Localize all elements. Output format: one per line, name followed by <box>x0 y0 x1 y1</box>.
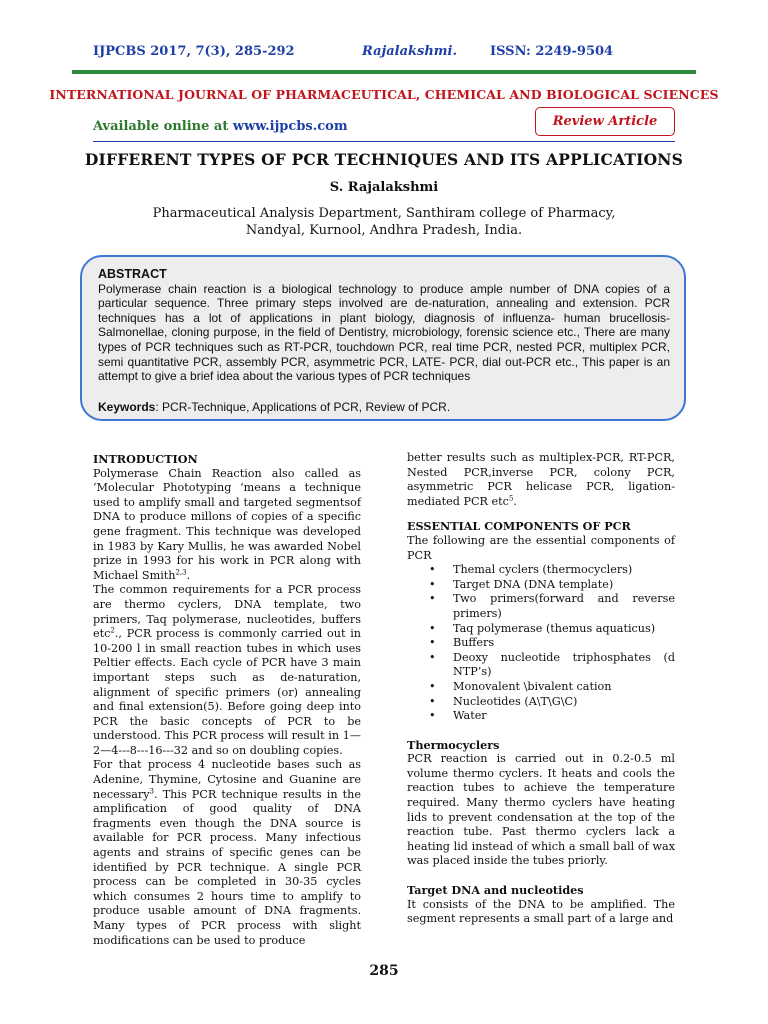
section-heading-thermocyclers: Thermocyclers <box>407 737 500 752</box>
section-heading-target-dna: Target DNA and nucleotides <box>407 883 584 898</box>
affiliation-line: Pharmaceutical Analysis Department, Santhiram college of Pharmacy, <box>152 206 616 221</box>
list-item: • Water <box>407 709 675 724</box>
paragraph: PCR reaction is carried out in 0.2-0.5 ml volume thermo cyclers. It heats and cools the reaction tubes to achieve the temperature required. Many thermo cyclers have heating lids to prevent condensation at the top of the reaction tube. Past thermo cyclers lack a heating lid instead of which a small ball of wax was placed inside the tubes priorly. <box>407 752 675 868</box>
affiliation-line: Nandyal, Kurnool, Andhra Pradesh, India. <box>245 223 523 238</box>
paragraph: For that process 4 nucleotide bases such as Adenine, Thymine, Cytosine and Guanine are necessary$^3$. This PCR technique results in the amplification of good quality of DNA fragments even though the DNA source is available for PCR process. Many infectious agents and strains of specific genes can be identified by PCR technique. A single PCR process can be completed in 30-35 cycles which consumes 2 hours time to amplify to produce usable amount of DNA fragments. Many types of PCR process with slight modifications can be used to produce <box>93 758 361 947</box>
citation-superscript: 5 <box>508 494 514 503</box>
list-item: • Themal cyclers (thermocyclers) <box>407 563 675 578</box>
right-column <box>407 451 675 927</box>
page-number: 285 <box>369 963 399 979</box>
keywords-label: Keywords <box>98 399 156 414</box>
components-list <box>407 563 675 724</box>
header-rule <box>72 70 696 74</box>
list-item: • Buffers <box>407 636 675 651</box>
article-type-label: Review Article <box>552 114 658 129</box>
list-item: • Nucleotides (A\T\G\C) <box>407 695 675 710</box>
paragraph: It consists of the DNA to be amplified. The segment represents a small part of a large and <box>407 897 675 926</box>
paragraph: Polymerase Chain Reaction also called as ‘Molecular Phototyping ‘means a technique used to amplify small and targeted segmentsof DNA to produce millons of copies of a specific gene fragment. This technique was developed in 1983 by Kary Mullis, he was awarded Nobel prize in 1993 for his work in PCR along with Michael Smith$^{2,3}$. <box>93 466 361 582</box>
paragraph: better results such as multiplex-PCR, RT-PCR, Nested PCR,inverse PCR, colony PCR, asymmetric PCR helicase PCR, ligation-mediated PCR etc$^5$. <box>407 451 675 508</box>
article-title: DIFFERENT TYPES OF PCR TECHNIQUES AND ITS APPLICATIONS <box>84 150 684 169</box>
abstract-box <box>80 255 686 421</box>
keywords <box>98 400 670 415</box>
title-rule <box>93 141 675 142</box>
list-item: • Monovalent \bivalent cation <box>407 680 675 695</box>
list-item: • Taq polymerase (themus aquaticus) <box>407 622 675 637</box>
author-name: S. Rajalakshmi <box>329 180 439 195</box>
keywords-text: : PCR-Technique, Applications of PCR, Review of PCR. <box>155 399 451 414</box>
available-prefix: Available online at <box>93 119 233 134</box>
citation-superscript: 3 <box>149 786 155 795</box>
available-online <box>93 119 348 134</box>
article-type-badge <box>535 107 675 136</box>
list-item: • Target DNA (DNA template) <box>407 578 675 593</box>
abstract-text: Polymerase chain reaction is a biological technology to produce ample number of DNA copies of a particular sequence. Three primary steps involved are de-naturation, annealing and extension. PCR techniques has a lot of applications in plant biology, diagnosis of influenza- human brucellosis- Salmonellae, cloning purpose, in the field of Dentistry, microbiology, forensic science etc., There are many types of PCR techniques such as RT-PCR, touchdown PCR, real time PCR, nested PCR, multiplex PCR, semi quantitative PCR, assembly PCR, asymmetric PCR, LATE- PCR, dial out-PCR etc., This paper is an attempt to give a brief idea about the various types of PCR techniques <box>98 281 670 384</box>
citation: IJPCBS 2017, 7(3), 285-292 <box>93 44 295 59</box>
journal-name: INTERNATIONAL JOURNAL OF PHARMACEUTICAL, CHEMICAL AND BIOLOGICAL SCIENCES <box>49 87 719 102</box>
affiliation <box>0 205 768 239</box>
citation-superscript: 2 <box>110 626 115 635</box>
left-column <box>93 452 361 948</box>
paragraph: The common requirements for a PCR process are thermo cyclers, DNA template, two primers, Taq polymerase, nucleotides, buffers etc$^2$., PCR process is commonly carried out in 10-200 l in small reaction tubes in which uses Peltier effects. Each cycle of PCR have 3 main important steps such as de-naturation, alignment of specific primers (or) annealing and final extension(5). Before going deep into PCR the basic concepts of PCR to be understood. This PCR process will result in 1—2—4---8---16---32 and so on doubling copies. <box>93 583 361 757</box>
abstract-heading: ABSTRACT <box>98 267 167 281</box>
issn: ISSN: 2249-9504 <box>490 44 614 59</box>
running-author: Rajalakshmi. <box>362 44 458 59</box>
section-heading-introduction: INTRODUCTION <box>93 452 198 466</box>
list-item: • Two primers(forward and reverse primers) <box>407 592 675 621</box>
list-item: • Deoxy nucleotide triphosphates (d NTP’s) <box>407 651 675 680</box>
citation-superscript: 2,3 <box>175 568 187 577</box>
journal-link[interactable]: www.ijpcbs.com <box>232 119 348 134</box>
components-intro: The following are the essential components of PCR <box>407 533 675 562</box>
section-heading-components: ESSENTIAL COMPONENTS OF PCR <box>407 519 631 534</box>
